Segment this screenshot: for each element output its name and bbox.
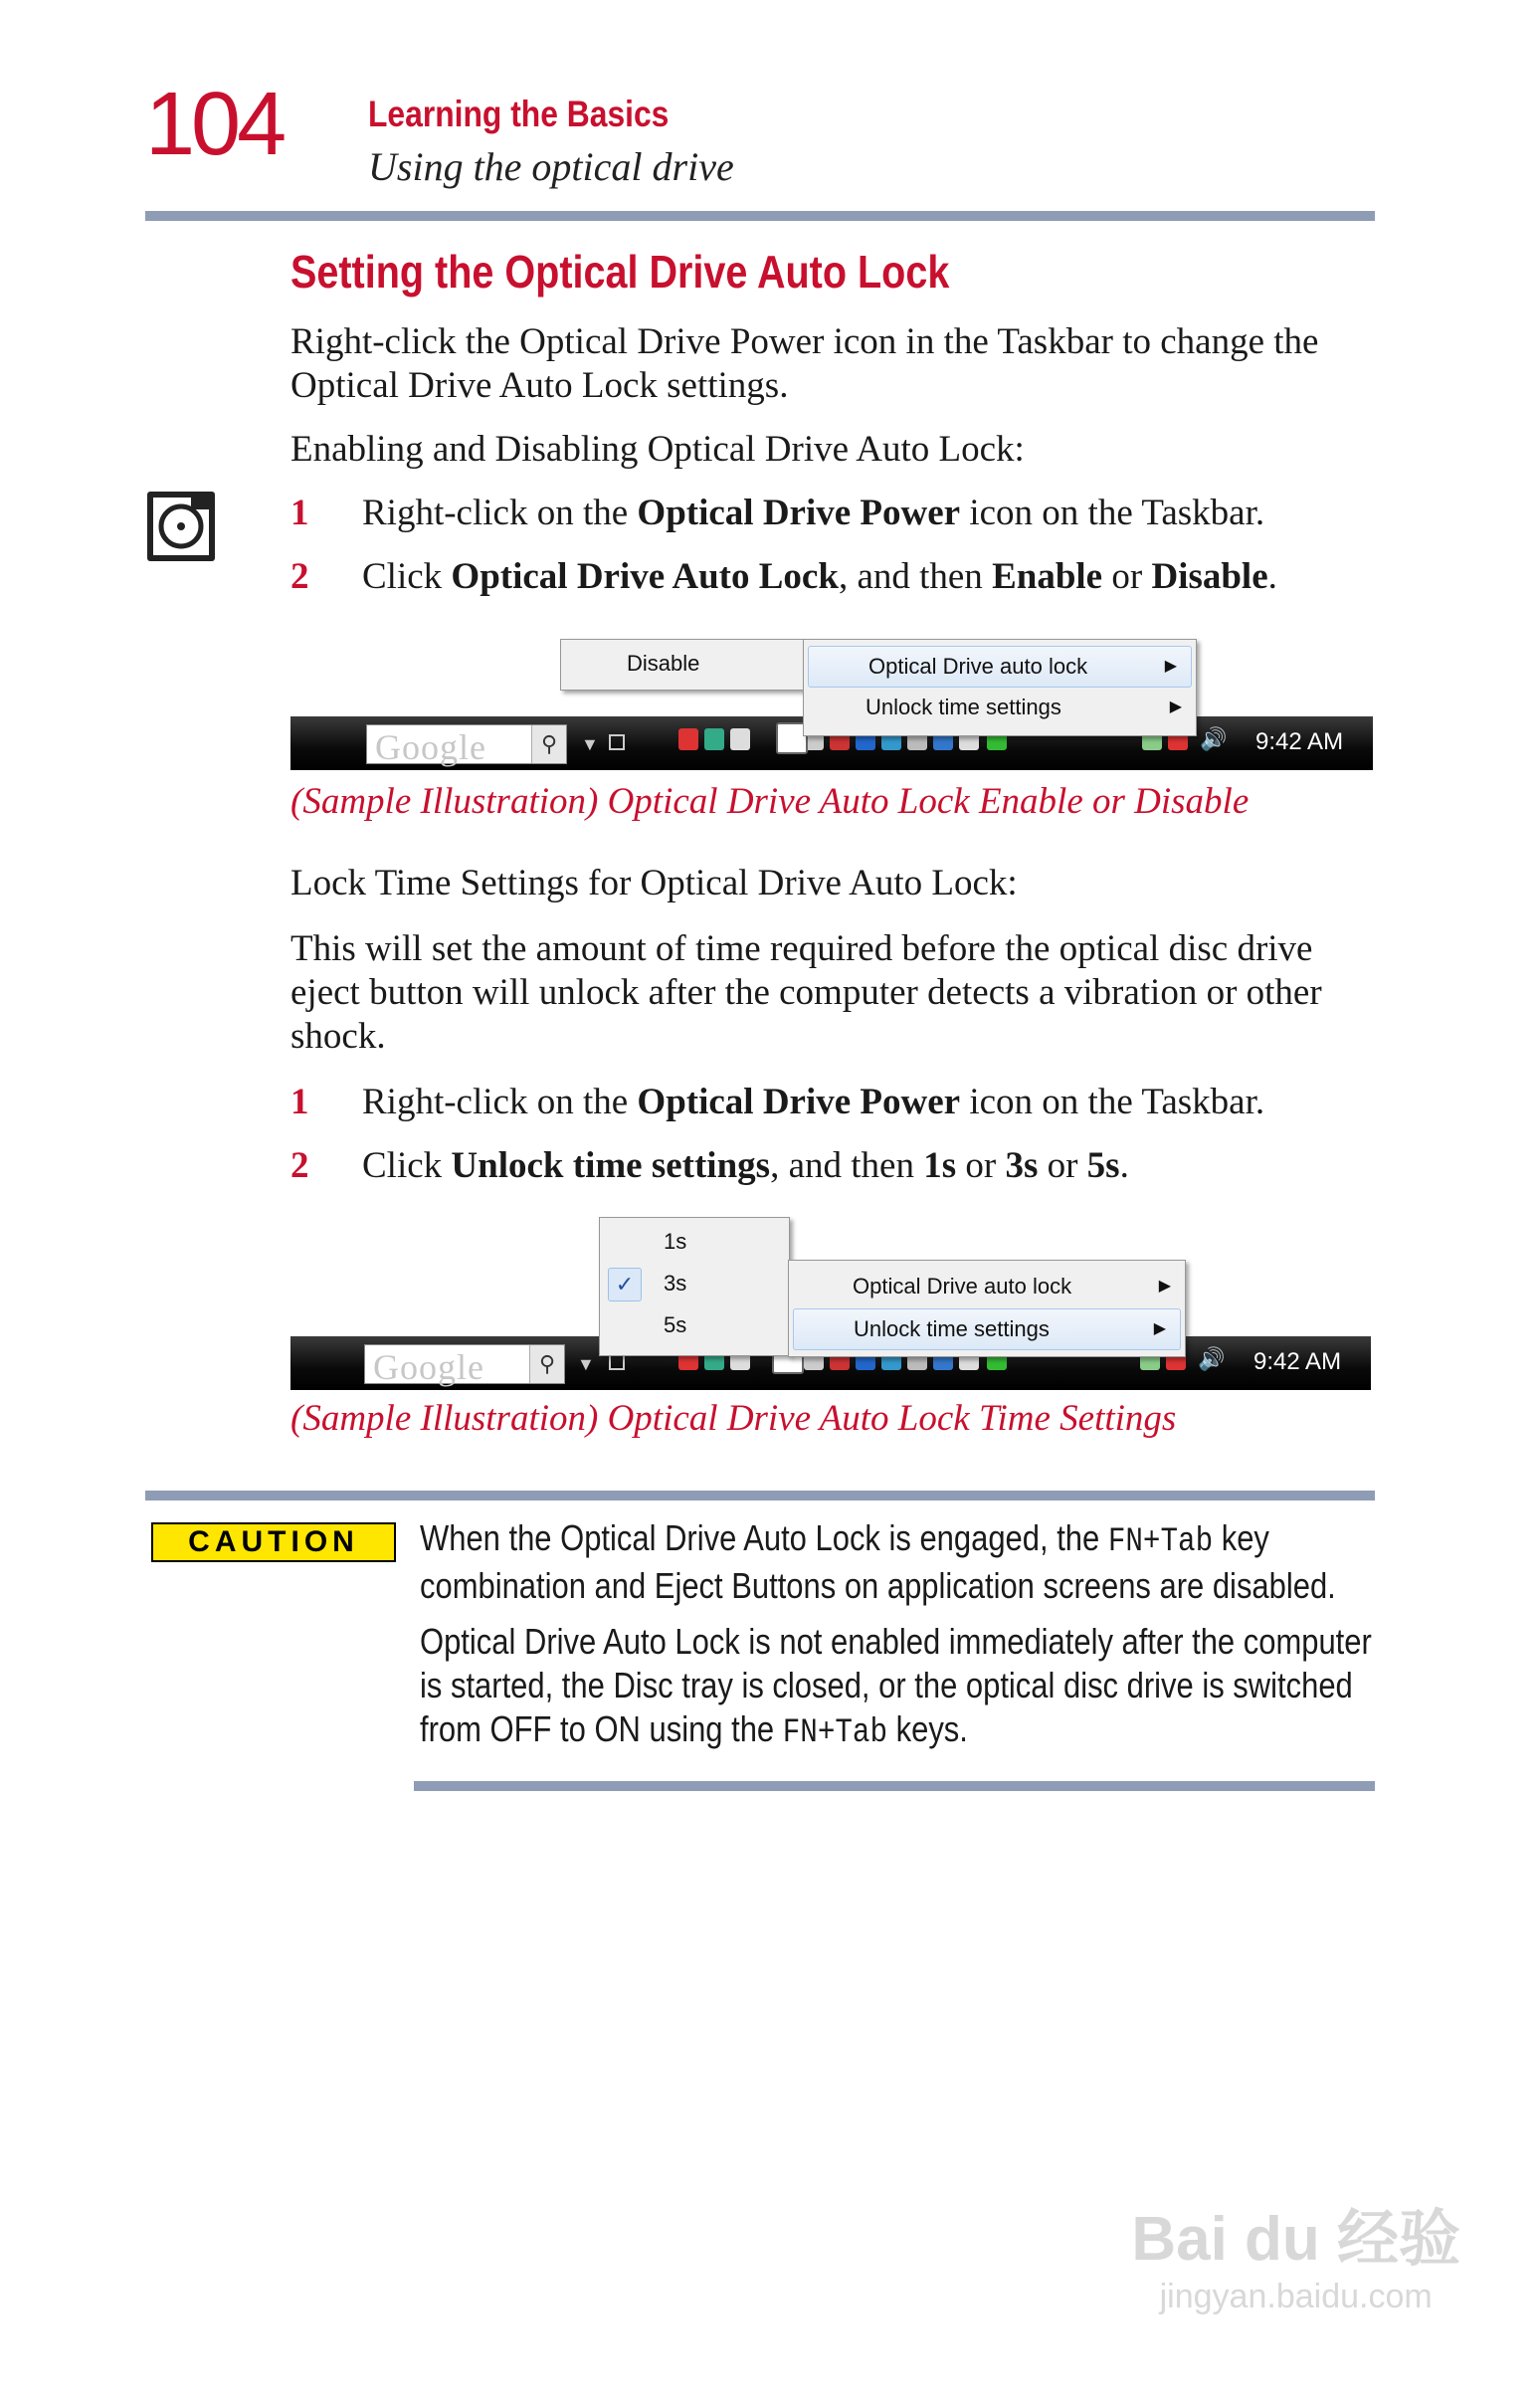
caution-paragraph-2: Optical Drive Auto Lock is not enabled immediately after the computer is started, the Disc tray is closed, or the optical disc drive is switched from OFF to ON using the FN+Tab keys.: [420, 1621, 1372, 1752]
enable-intro: Enabling and Disabling Optical Drive Auto Lock:: [290, 429, 1025, 470]
submenu-arrow-icon: ▶: [1164, 658, 1177, 675]
dropdown-icon[interactable]: ▼: [577, 1354, 595, 1374]
google-search-box[interactable]: Google ⚲: [364, 1344, 565, 1384]
context-menu-right-2: [788, 1260, 1186, 1357]
submenu-arrow-icon: ▶: [1169, 699, 1182, 715]
lock-intro: Lock Time Settings for Optical Drive Auto Lock:: [290, 863, 1018, 903]
watermark: [1131, 2189, 1460, 2316]
context-menu-right-1: [803, 639, 1197, 736]
chapter-title: Learning the Basics: [368, 94, 670, 134]
clock: 9:42 AM: [1253, 1348, 1342, 1375]
caution-paragraph-1: When the Optical Drive Auto Lock is engaged, the FN+Tab key combination and Eject Buttons on application screens are disabled.: [420, 1517, 1336, 1606]
search-icon[interactable]: ⚲: [529, 1345, 564, 1383]
menu-item-unlock-time-settings[interactable]: Unlock time settings ▶: [804, 688, 1196, 727]
google-search-box[interactable]: Google ⚲: [366, 724, 567, 764]
context-menu-left-2: [599, 1217, 790, 1356]
lock-description: This will set the amount of time required before the optical disc drive eject button will unlock after the computer detects a vibration or other shock.: [290, 928, 1322, 1057]
figure1-caption: (Sample Illustration) Optical Drive Auto Lock Enable or Disable: [290, 781, 1250, 822]
step2-2: 2 Click Unlock time settings, and then 1s or 3s or 5s.: [290, 1145, 1129, 1186]
menu-item-1s[interactable]: 1s: [664, 1229, 687, 1254]
step1-1: 1 Right-click on the Optical Drive Power icon on the Taskbar.: [290, 493, 1265, 533]
menu-item-optical-drive-auto-lock[interactable]: Optical Drive auto lock ▶: [808, 646, 1192, 688]
menu-item-unlock-time-settings[interactable]: Unlock time settings ▶: [793, 1308, 1181, 1350]
menu-item-disable[interactable]: Disable: [627, 651, 700, 676]
section-heading: Setting the Optical Drive Auto Lock: [290, 246, 950, 298]
display-icon[interactable]: [730, 728, 750, 750]
caution-badge: CAUTION: [151, 1522, 396, 1562]
clock: 9:42 AM: [1255, 728, 1344, 755]
header-rule: [145, 211, 1375, 221]
page-number: 104: [145, 75, 284, 174]
figure2-caption: (Sample Illustration) Optical Drive Auto Lock Time Settings: [290, 1398, 1177, 1439]
dropdown-icon[interactable]: ▼: [581, 734, 599, 754]
submenu-arrow-icon: ▶: [1158, 1278, 1171, 1295]
section-title: Using the optical drive: [368, 144, 734, 189]
security-alert-icon[interactable]: [678, 728, 698, 750]
search-icon[interactable]: ⚲: [531, 725, 566, 763]
step2-1: 1 Right-click on the Optical Drive Power icon on the Taskbar.: [290, 1082, 1265, 1122]
volume-icon[interactable]: 🔊: [1198, 1346, 1226, 1371]
context-menu-left-1: [560, 639, 805, 691]
volume-icon[interactable]: 🔊: [1200, 726, 1228, 751]
restore-icon[interactable]: [609, 1354, 625, 1370]
menu-item-3s[interactable]: ✓ 3s: [600, 1264, 789, 1303]
menu-item-optical-drive-auto-lock[interactable]: Optical Drive auto lock ▶: [789, 1267, 1185, 1306]
caution-top-rule: [145, 1491, 1375, 1500]
menu-item-5s[interactable]: 5s: [664, 1312, 687, 1337]
watermark-brand: Bai du 经验: [1131, 2205, 1460, 2274]
network-icon[interactable]: [704, 728, 724, 750]
submenu-arrow-icon: ▶: [1153, 1320, 1166, 1337]
optical-drive-power-icon: [145, 490, 217, 563]
intro-paragraph: Right-click the Optical Drive Power icon in the Taskbar to change the Optical Drive Auto Lock settings.: [290, 321, 1319, 406]
watermark-url: jingyan.baidu.com: [1159, 2278, 1433, 2315]
step1-2: 2 Click Optical Drive Auto Lock, and then Enable or Disable.: [290, 556, 1277, 597]
restore-icon[interactable]: [609, 734, 625, 750]
checkmark-icon: ✓: [608, 1268, 642, 1301]
caution-bottom-rule: [414, 1781, 1375, 1791]
